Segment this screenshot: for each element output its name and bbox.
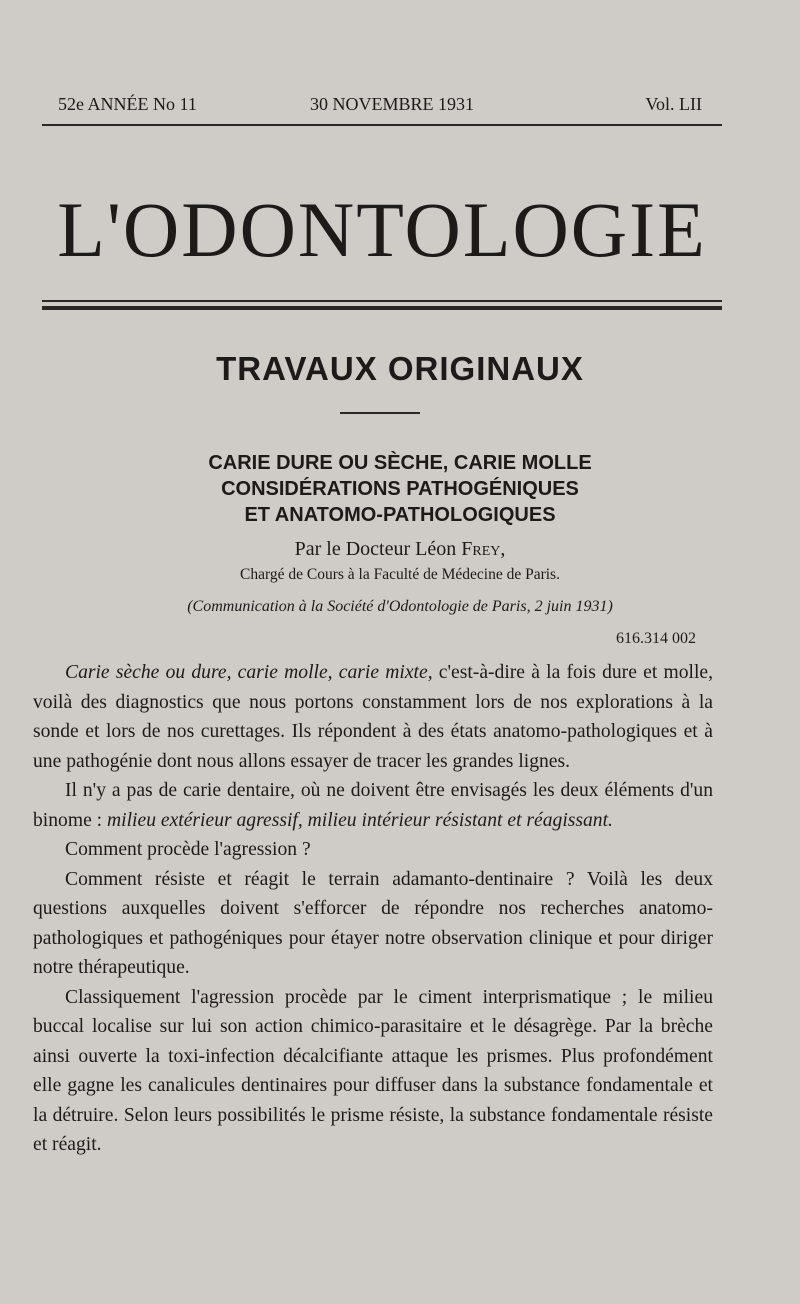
author-surname: Frey, (461, 538, 506, 560)
issue-number: 52e ANNÉE No 11 (58, 94, 197, 114)
paragraph: Classiquement l'agression procède par le ciment interprismatique ; le milieu buccal localise sur lui son action chimico-parasitaire et le désagrège. Par la brèche ainsi ouverte la toxi-infection décalcifiante attaque les prismes. Plus profondément elle gagne les canalicules dentinaires pour diffuser dans la substance fondamentale et la détruire. Selon leurs possibilités le prisme résiste, la substance fondamentale résiste et réagit. (33, 986, 713, 1155)
section-title: TRAVAUX ORIGINAUX (216, 350, 584, 387)
paragraph-text: c'est-à-dire à la fois dure et molle, voilà des diagnostics que nous portons constamment lors de nos explorations à la sonde et lors de nos curettages. Ils répondent à des états anatomo-pathologiques et à une pathogénie dont nous allons essayer de tracer les grandes lignes. (33, 662, 713, 772)
paragraph: Comment résiste et réagit le terrain adamanto-dentinaire ? Voilà les deux questions auxquelles doivent s'efforcer de répondre nos recherches anatomo-pathologiques et pathogéniques pour étayer notre observation clinique et pour diriger notre thérapeutique. (33, 868, 713, 978)
paragraph (33, 658, 713, 776)
paragraph-text: Il n'y a pas de carie dentaire, où ne doivent être envisagés les deux éléments d'un binome : (33, 780, 713, 831)
volume-number: Vol. LII (645, 94, 702, 114)
article-body (33, 658, 713, 1160)
header-rule (42, 124, 722, 126)
paragraph: Comment procède l'agression ? (65, 839, 311, 860)
classification-number: 616.314 002 (616, 630, 696, 647)
author-prefix: Par le Docteur Léon (294, 538, 462, 560)
section-divider (340, 412, 420, 414)
article-title-line: CARIE DURE OU SÈCHE, CARIE MOLLE (208, 452, 592, 474)
author-line (42, 538, 758, 561)
italic-phrase: Carie sèche ou dure, carie molle, carie mixte, (65, 662, 433, 683)
communication-note: (Communication à la Société d'Odontologie de Paris, 2 juin 1931) (187, 598, 613, 615)
author-affiliation: Chargé de Cours à la Faculté de Médecine de Paris. (240, 566, 560, 583)
article-title-line: ET ANATOMO-PATHOLOGIQUES (244, 504, 556, 526)
issue-date: 30 NOVEMBRE 1931 (310, 94, 475, 114)
italic-phrase: milieu extérieur agressif, milieu intérieur résistant et réagissant. (107, 809, 613, 831)
running-header (58, 94, 702, 122)
masthead-rule-thin (42, 300, 722, 302)
masthead-rule-thick (42, 306, 722, 310)
paragraph (33, 776, 713, 835)
article-title-line: CONSIDÉRATIONS PATHOGÉNIQUES (221, 478, 579, 500)
article-title (90, 450, 710, 528)
journal-title: L'ODONTOLOGIE (57, 186, 707, 273)
